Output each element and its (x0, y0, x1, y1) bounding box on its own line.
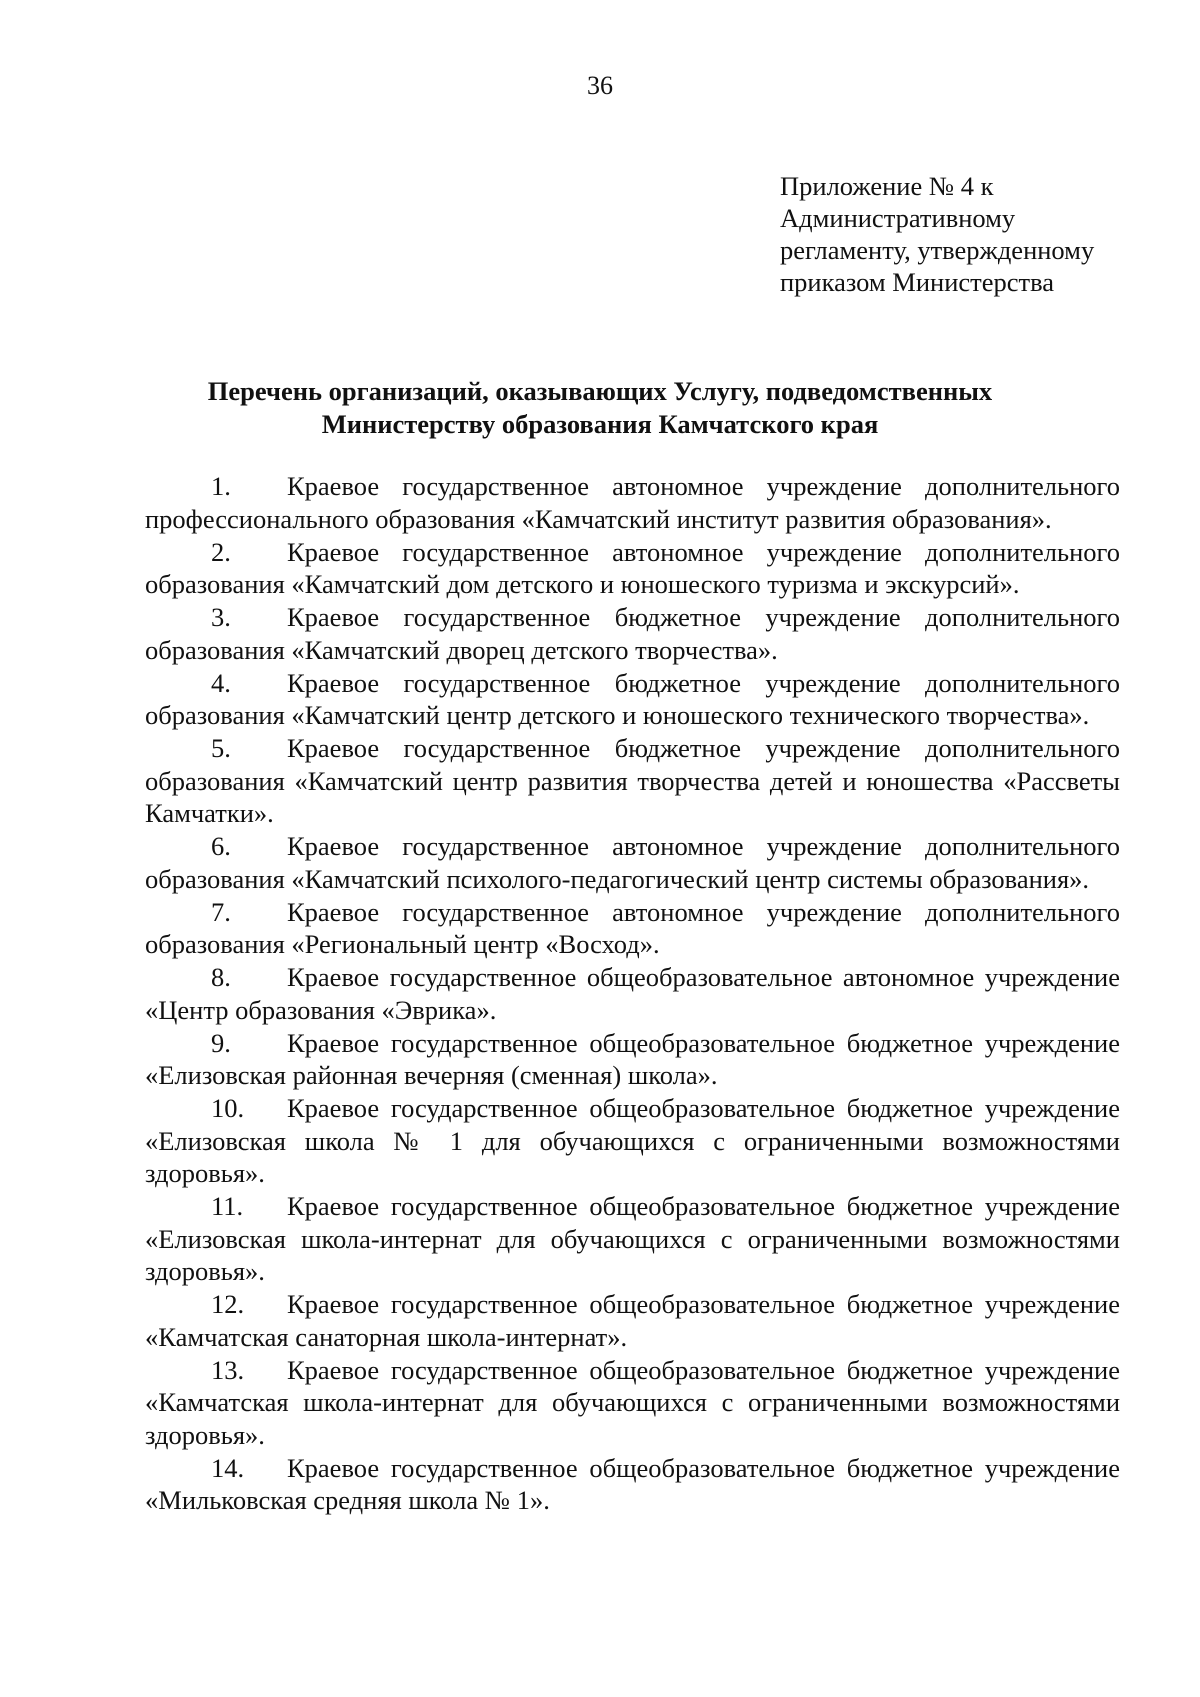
list-item (145, 601, 1120, 666)
item-number: 2. (211, 536, 231, 567)
item-number: 8. (211, 962, 231, 992)
list-item (145, 1027, 1120, 1092)
list-item (145, 830, 1120, 895)
item-text: Краевое государственное автономное учреждение дополнительного образования «Камчатский психолого-педагогический центр системы образования». (145, 831, 1120, 894)
item-text: Краевое государственное общеобразовательное бюджетное учреждение «Елизовская школа № 1 для обучающихся с ограниченными возможностями здоровья». (145, 1093, 1120, 1188)
item-text: Краевое государственное общеобразовательное бюджетное учреждение «Елизовская районная вечерняя (сменная) школа». (145, 1027, 1120, 1090)
list-item (145, 896, 1120, 961)
item-text: Краевое государственное общеобразовательное бюджетное учреждение «Камчатская санаторная школа-интернат». (145, 1289, 1120, 1352)
organization-list (145, 470, 1120, 1517)
item-number: 7. (211, 896, 231, 927)
item-number: 9. (211, 1027, 231, 1058)
list-item (145, 961, 1120, 1026)
appendix-note (780, 170, 1160, 298)
item-text: Краевое государственное бюджетное учреждение дополнительного образования «Камчатский центр развития творчества детей и юношества «Рассветы Камчатки». (145, 733, 1120, 828)
item-text: Краевое государственное автономное учреждение дополнительного образования «Камчатский дом детского и юношеского туризма и экскурсий». (145, 536, 1120, 599)
item-text: Краевое государственное общеобразовательное бюджетное учреждение «Камчатская школа-интернат для обучающихся с ограниченными возможностями здоровья». (145, 1354, 1120, 1450)
document-title (0, 375, 1200, 441)
list-item (145, 470, 1120, 535)
item-number: 4. (211, 667, 231, 698)
item-number: 3. (211, 602, 231, 632)
item-text: Краевое государственное общеобразовательное автономное учреждение «Центр образования «Эврика». (145, 962, 1120, 1025)
list-item (145, 536, 1120, 601)
list-item (145, 1190, 1120, 1288)
item-number: 5. (211, 733, 231, 763)
item-text: Краевое государственное бюджетное учреждение дополнительного образования «Камчатский центр детского и юношеского технического творчества». (145, 667, 1120, 730)
item-number: 10. (211, 1093, 245, 1123)
item-number: 12. (211, 1289, 245, 1319)
item-number: 6. (211, 831, 231, 861)
item-number: 11. (211, 1191, 244, 1221)
appendix-line: приказом Министерства (780, 267, 1055, 297)
list-item (145, 732, 1120, 830)
list-item (145, 1452, 1120, 1517)
title-line-2: Министерству образования Камчатского края (321, 409, 879, 439)
item-text: Краевое государственное автономное учреждение дополнительного профессионального образования «Камчатский институт развития образования». (145, 471, 1120, 534)
list-item (145, 667, 1120, 732)
item-number: 13. (211, 1354, 245, 1385)
item-text: Краевое государственное автономное учреждение дополнительного образования «Региональный центр «Восход». (145, 896, 1120, 959)
item-text: Краевое государственное бюджетное учреждение дополнительного образования «Камчатский дворец детского творчества». (145, 602, 1120, 665)
appendix-line: регламенту, утвержденному (780, 235, 1095, 265)
item-number: 14. (211, 1452, 245, 1483)
appendix-line: Приложение № 4 к (780, 171, 994, 201)
item-number: 1. (211, 471, 231, 501)
list-item (145, 1354, 1120, 1452)
title-line-1: Перечень организаций, оказывающих Услугу, подведомственных (207, 376, 993, 406)
page-number: 36 (587, 71, 613, 100)
list-item (145, 1092, 1120, 1190)
item-text: Краевое государственное общеобразовательное бюджетное учреждение «Мильковская средняя школа № 1». (145, 1452, 1120, 1515)
item-text: Краевое государственное общеобразовательное бюджетное учреждение «Елизовская школа-интернат для обучающихся с ограниченными возможностями здоровья». (145, 1191, 1120, 1286)
appendix-line: Административному (780, 203, 1016, 233)
list-item (145, 1288, 1120, 1353)
